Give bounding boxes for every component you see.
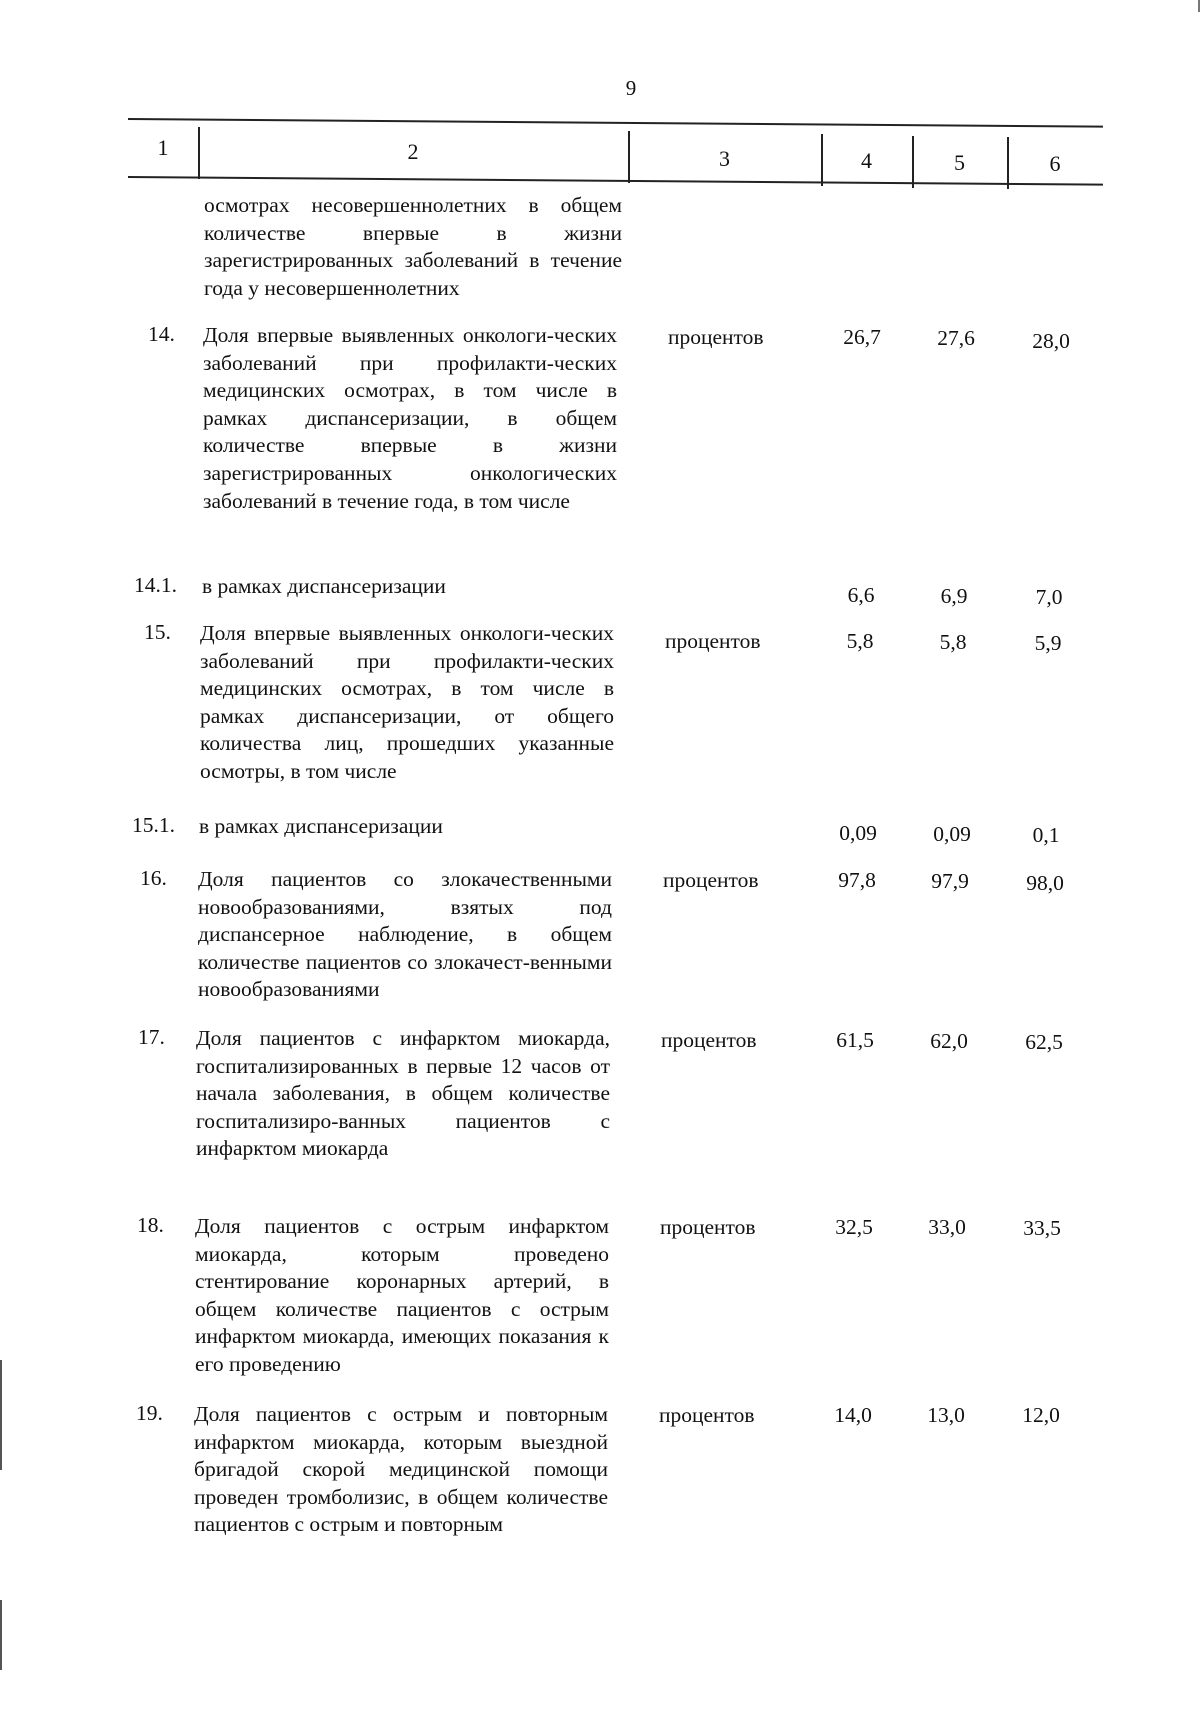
row-unit: процентов: [659, 1403, 755, 1427]
scan-edge-mark: [0, 1600, 2, 1670]
row-value-col6: 98,0: [1026, 871, 1064, 895]
header-col-5: 5: [954, 150, 965, 175]
row-description: Доля впервые выявленных онкологи-ческих заболеваний при профилакти-ческих медицинских осмотрах, в том числе в рамках диспансеризации, в общем количестве впервые в жизни зарегистрированных онкологических заболеваний в течение года, в том числе: [203, 323, 617, 513]
header-col-6: 6: [1049, 151, 1061, 176]
row-unit: процентов: [668, 325, 764, 349]
row-number: 16.: [140, 866, 167, 890]
row-number: 17.: [138, 1025, 165, 1049]
row-number: 15.: [144, 620, 171, 644]
row-value-col6: 62,5: [1025, 1030, 1063, 1054]
row-value-col4: 97,8: [838, 868, 876, 892]
row-unit: процентов: [661, 1028, 757, 1052]
scan-edge-mark: [0, 1360, 2, 1470]
row-description: в рамках диспансеризации: [199, 814, 443, 838]
row-unit: процентов: [665, 629, 761, 653]
row-value-col5: 0,09: [933, 822, 971, 846]
row-value-col6: 12,0: [1022, 1403, 1060, 1427]
row-unit: процентов: [663, 868, 759, 892]
row-number: 19.: [136, 1401, 163, 1425]
row-number: 18.: [137, 1213, 164, 1237]
header-col-3: 3: [719, 146, 730, 171]
row-description: в рамках диспансеризации: [202, 574, 446, 598]
row-value-col4: 32,5: [835, 1215, 873, 1239]
row-value-col4: 61,5: [836, 1028, 874, 1052]
row-value-col6: 7,0: [1035, 585, 1063, 609]
row-value-col5: 5,8: [939, 630, 967, 654]
row-description: Доля впервые выявленных онкологи-ческих заболеваний при профилакти-ческих медицинских осмотрах, в том числе в рамках диспансеризации, от общего количества лиц, прошедших указанные осмотры, в том числе: [200, 621, 614, 783]
row-value-col5: 13,0: [927, 1403, 965, 1427]
row-description: Доля пациентов с острым и повторным инфарктом миокарда, которым выездной бригадой скорой медицинской помощи проведен тромболизис, в общем количестве пациентов с острым и повторным: [194, 1402, 608, 1537]
header-bottom-rule: [128, 176, 1103, 185]
row-value-col5: 6,9: [940, 584, 968, 608]
row-value-col5: 97,9: [931, 869, 969, 893]
row-value-col5: 27,6: [937, 326, 975, 350]
row-value-col5: 33,0: [928, 1215, 966, 1239]
row-value-col6: 5,9: [1034, 631, 1062, 655]
row-value-col6: 0,1: [1032, 823, 1060, 847]
row-number: 15.1.: [132, 813, 175, 837]
row-description: Доля пациентов с острым инфарктом миокарда, которым проведено стентирование коронарных артерий, в общем количестве пациентов с острым инфарктом миокарда, имеющих показания к его проведению: [195, 1214, 609, 1376]
row-number: 14.: [148, 322, 175, 346]
row-value-col4: 5,8: [846, 629, 874, 653]
row-description: Доля пациентов с инфарктом миокарда, госпитализированных в первые 12 часов от начала заболевания, в общем количестве госпитализиро-ванных пациентов с инфарктом миокарда: [196, 1026, 610, 1161]
header-col-4: 4: [861, 148, 872, 173]
header-col-2: 2: [407, 139, 419, 164]
row-description: осмотрах несовершеннолетних в общем количестве впервые в жизни зарегистрированных заболеваний в течение года у несовершеннолетних: [204, 193, 622, 300]
row-number: 14.1.: [134, 573, 177, 597]
row-value-col6: 33,5: [1023, 1216, 1061, 1240]
header-col-1: 1: [157, 135, 169, 160]
row-unit: процентов: [660, 1215, 756, 1239]
page-number: 9: [625, 76, 637, 100]
row-value-col4: 14,0: [834, 1403, 872, 1427]
row-value-col6: 28,0: [1032, 329, 1070, 353]
row-value-col5: 62,0: [930, 1029, 968, 1053]
row-description: Доля пациентов со злокачественными новообразованиями, взятых под диспансерное наблюдение, в общем количестве пациентов со злокачест-венными новообразованиями: [198, 867, 612, 1002]
row-value-col4: 0,09: [839, 821, 877, 845]
row-value-col4: 6,6: [847, 583, 875, 607]
header-top-rule: [128, 118, 1103, 127]
row-value-col4: 26,7: [843, 325, 881, 349]
